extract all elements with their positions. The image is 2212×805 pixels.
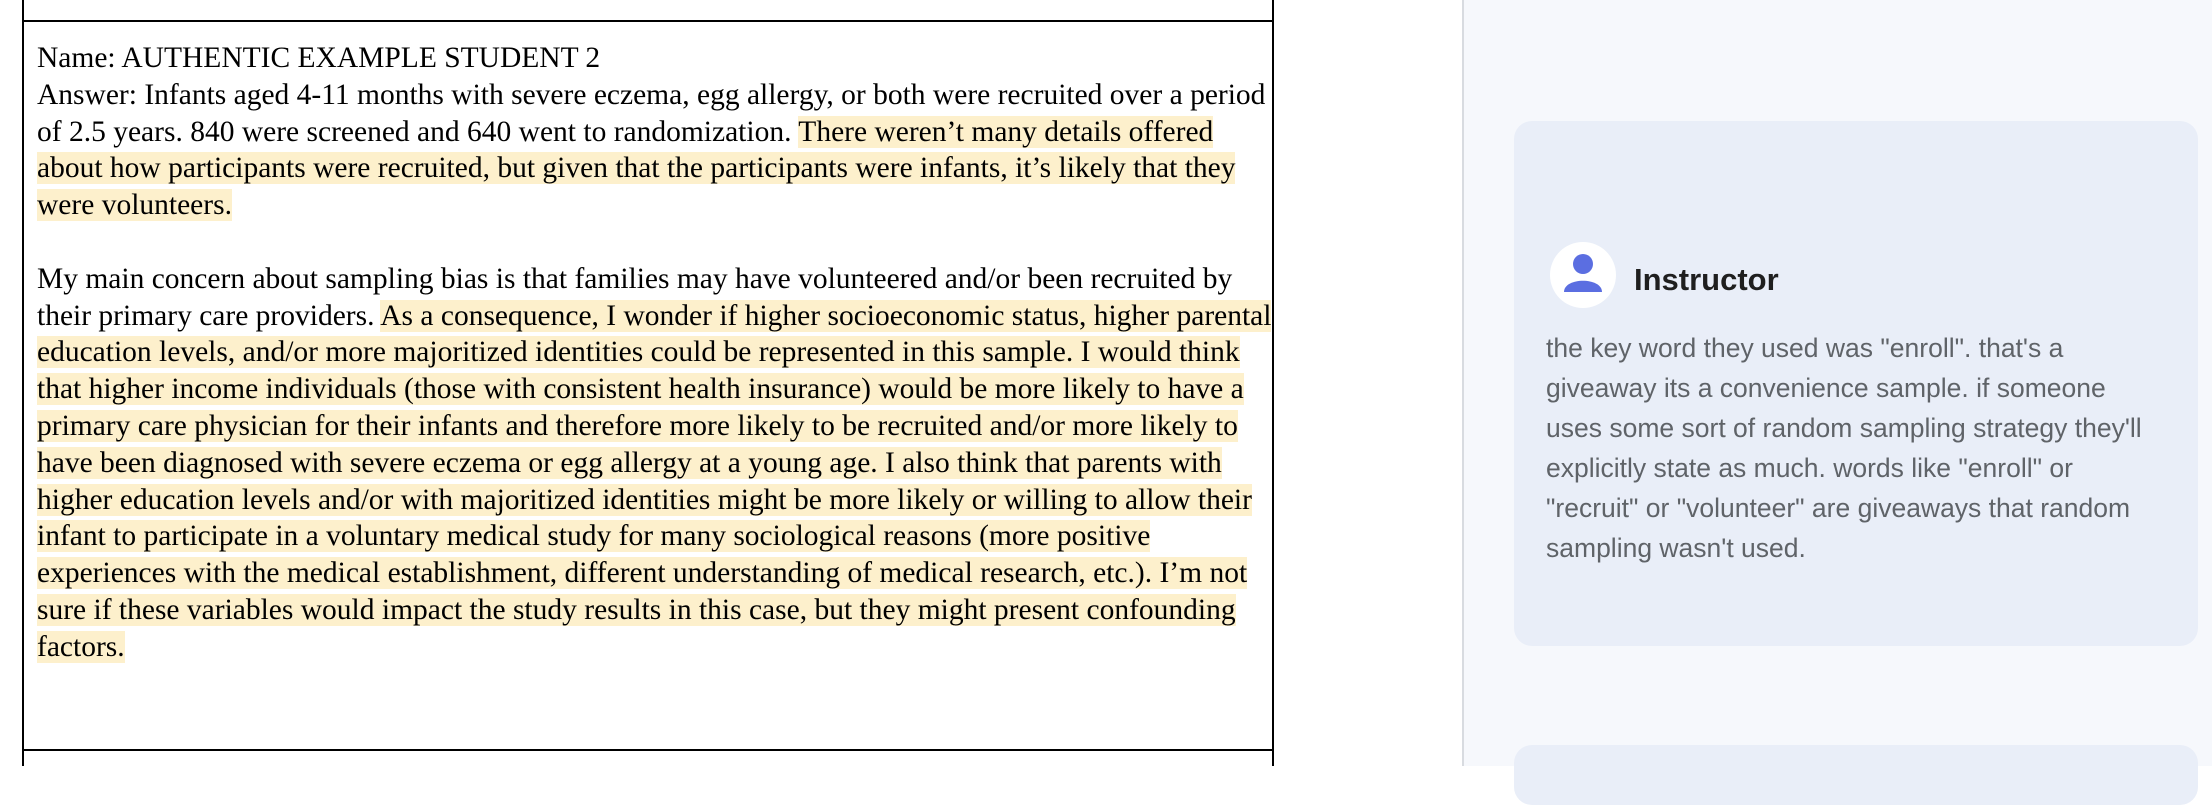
avatar <box>1550 242 1616 308</box>
answer-paragraph-1 <box>37 77 1277 224</box>
answer-paragraph-1-text: Answer: Infants aged 4-11 months with severe eczema, egg allergy, or both were recruited over a period of 2.5 years. 840 were screened and 640 went to randomization. <box>37 78 1266 148</box>
comments-sidebar <box>1462 0 2212 766</box>
table-bottom-border <box>24 749 1272 751</box>
student-name-line: Name: AUTHENTIC EXAMPLE STUDENT 2 <box>37 42 601 74</box>
comment-card[interactable] <box>1514 121 2198 646</box>
person-icon <box>1550 242 1616 308</box>
comment-text: the key word they used was "enroll". that's a giveaway its a convenience sample. if someone uses some sort of random sampling strategy they'll explicitly state as much. words like "enroll" or "recruit" or "volunteer" are giveaways that random sampling wasn't used. <box>1546 333 2142 563</box>
paragraph-gap <box>37 224 1277 261</box>
answer-text[interactable] <box>37 40 1277 666</box>
table-top-border <box>24 20 1272 22</box>
answer-table-cell <box>22 0 1274 766</box>
comment-author: Instructor <box>1634 262 1779 297</box>
highlighted-passage-1[interactable]: There weren’t many details offered about how participants were recruited, but given that the participants were infants, it’s likely that they were volunteers. <box>37 115 1236 222</box>
highlighted-passage-2[interactable]: As a consequence, I wonder if higher socioeconomic status, higher parental education levels, and/or more majoritized identities could be represented in this sample. I would think that higher income individuals (those with consistent health insurance) would be more likely to have a primary care physician for their infants and therefore more likely to be recruited and/or more likely to have been diagnosed with severe eczema or egg allergy at a young age. I also think that parents with higher education levels and/or with majoritized identities might be more likely or willing to allow their infant to participate in a voluntary medical study for many sociological reasons (more positive experiences with the medical establishment, different understanding of medical research, etc.). I’m not sure if these variables would impact the study results in this case, but they might present confounding factors. <box>37 299 1272 663</box>
answer-paragraph-2 <box>37 261 1277 666</box>
next-comment-card[interactable] <box>1514 745 2198 805</box>
answer-paragraph-2-text: My main concern about sampling bias is that families may have volunteered and/or been recruited by their primary care providers. <box>37 262 1233 332</box>
